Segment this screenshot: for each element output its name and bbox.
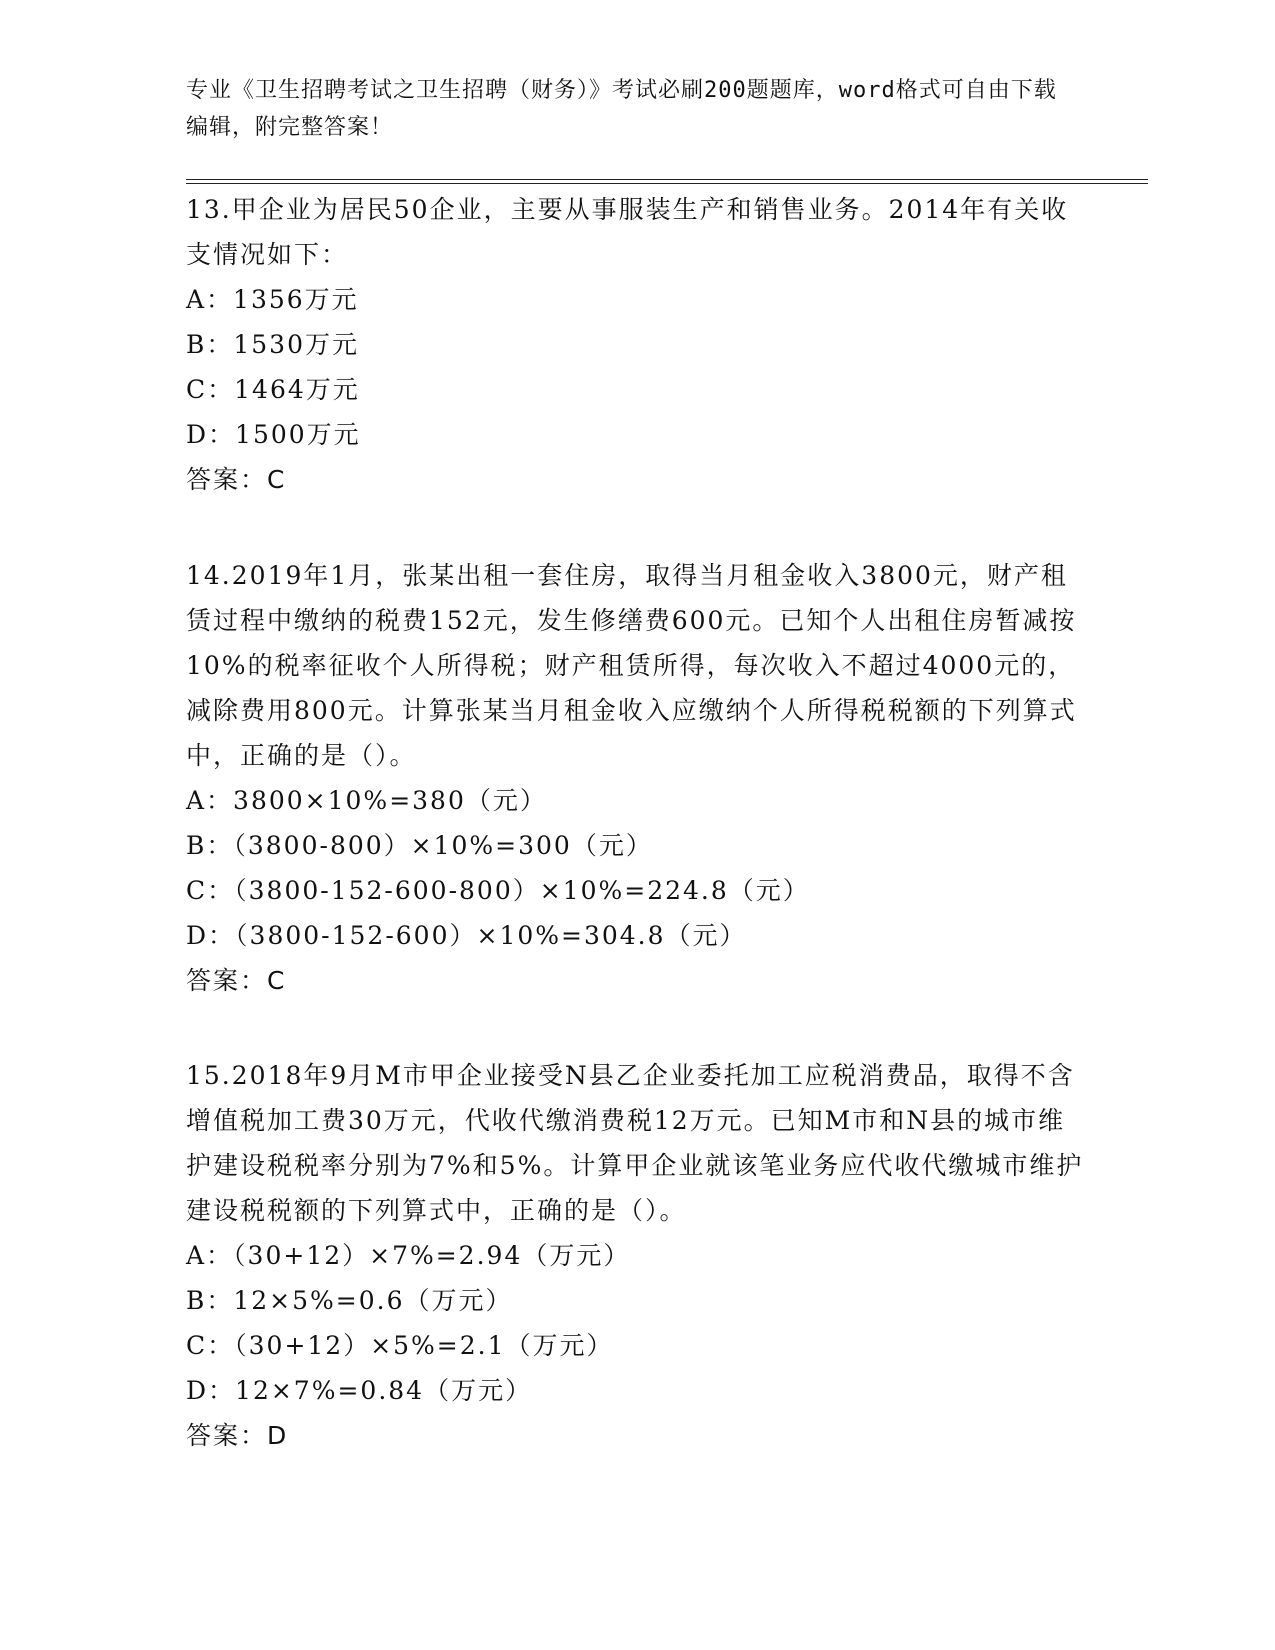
question-15 xyxy=(186,1053,1086,1458)
header-divider-bottom xyxy=(186,183,1148,184)
question-14 xyxy=(186,553,1086,1003)
document-header xyxy=(186,72,1066,146)
option-d: D：1500万元 xyxy=(186,420,361,449)
option-a: A：（30+12）×7%=2.94（万元） xyxy=(186,1241,631,1270)
question-stem: 14.2019年1月，张某出租一套住房，取得当月租金收入3800元，财产租赁过程中缴纳的税费152元，发生修缮费600元。已知个人出租住房暂减按10%的税率征收个人所得税；财产租赁所得，每次收入不超过4000元的，减除费用800元。计算张某当月租金收入应缴纳个人所得税税额的下列算式中，正确的是（）。 xyxy=(186,561,1077,770)
option-d: D：（3800-152-600）×10%=304.8（元） xyxy=(186,921,747,950)
option-a: A：3800×10%=380（元） xyxy=(186,786,547,815)
question-stem: 15.2018年9月M市甲企业接受N县乙企业委托加工应税消费品，取得不含增值税加工费30万元，代收代缴消费税12万元。已知M市和N县的城市维护建设税税率分别为7%和5%。计算甲企业就该笔业务应代收代缴城市维护建设税税额的下列算式中，正确的是（）。 xyxy=(186,1061,1084,1225)
option-c: C：（30+12）×5%=2.1（万元） xyxy=(186,1331,614,1360)
option-d: D：12×7%=0.84（万元） xyxy=(186,1376,533,1405)
header-intro-text: 专业《卫生招聘考试之卫生招聘（财务）》考试必刷200题题库，word格式可自由下载编辑，附完整答案！ xyxy=(186,78,1057,140)
option-b: B：（3800-800）×10%=300（元） xyxy=(186,831,653,860)
option-c: C：1464万元 xyxy=(186,375,360,404)
option-c: C：（3800-152-600-800）×10%=224.8（元） xyxy=(186,876,810,905)
header-divider-top xyxy=(186,179,1148,180)
option-b: B：12×5%=0.6（万元） xyxy=(186,1286,513,1315)
answer-line: 答案：D xyxy=(186,1421,289,1450)
question-stem: 13.甲企业为居民50企业，主要从事服装生产和销售业务。2014年有关收支情况如下： xyxy=(186,195,1069,269)
option-a: A：1356万元 xyxy=(186,285,359,314)
answer-line: 答案：C xyxy=(186,465,287,494)
question-13 xyxy=(186,187,1086,502)
answer-line: 答案：C xyxy=(186,966,287,995)
option-b: B：1530万元 xyxy=(186,330,359,359)
